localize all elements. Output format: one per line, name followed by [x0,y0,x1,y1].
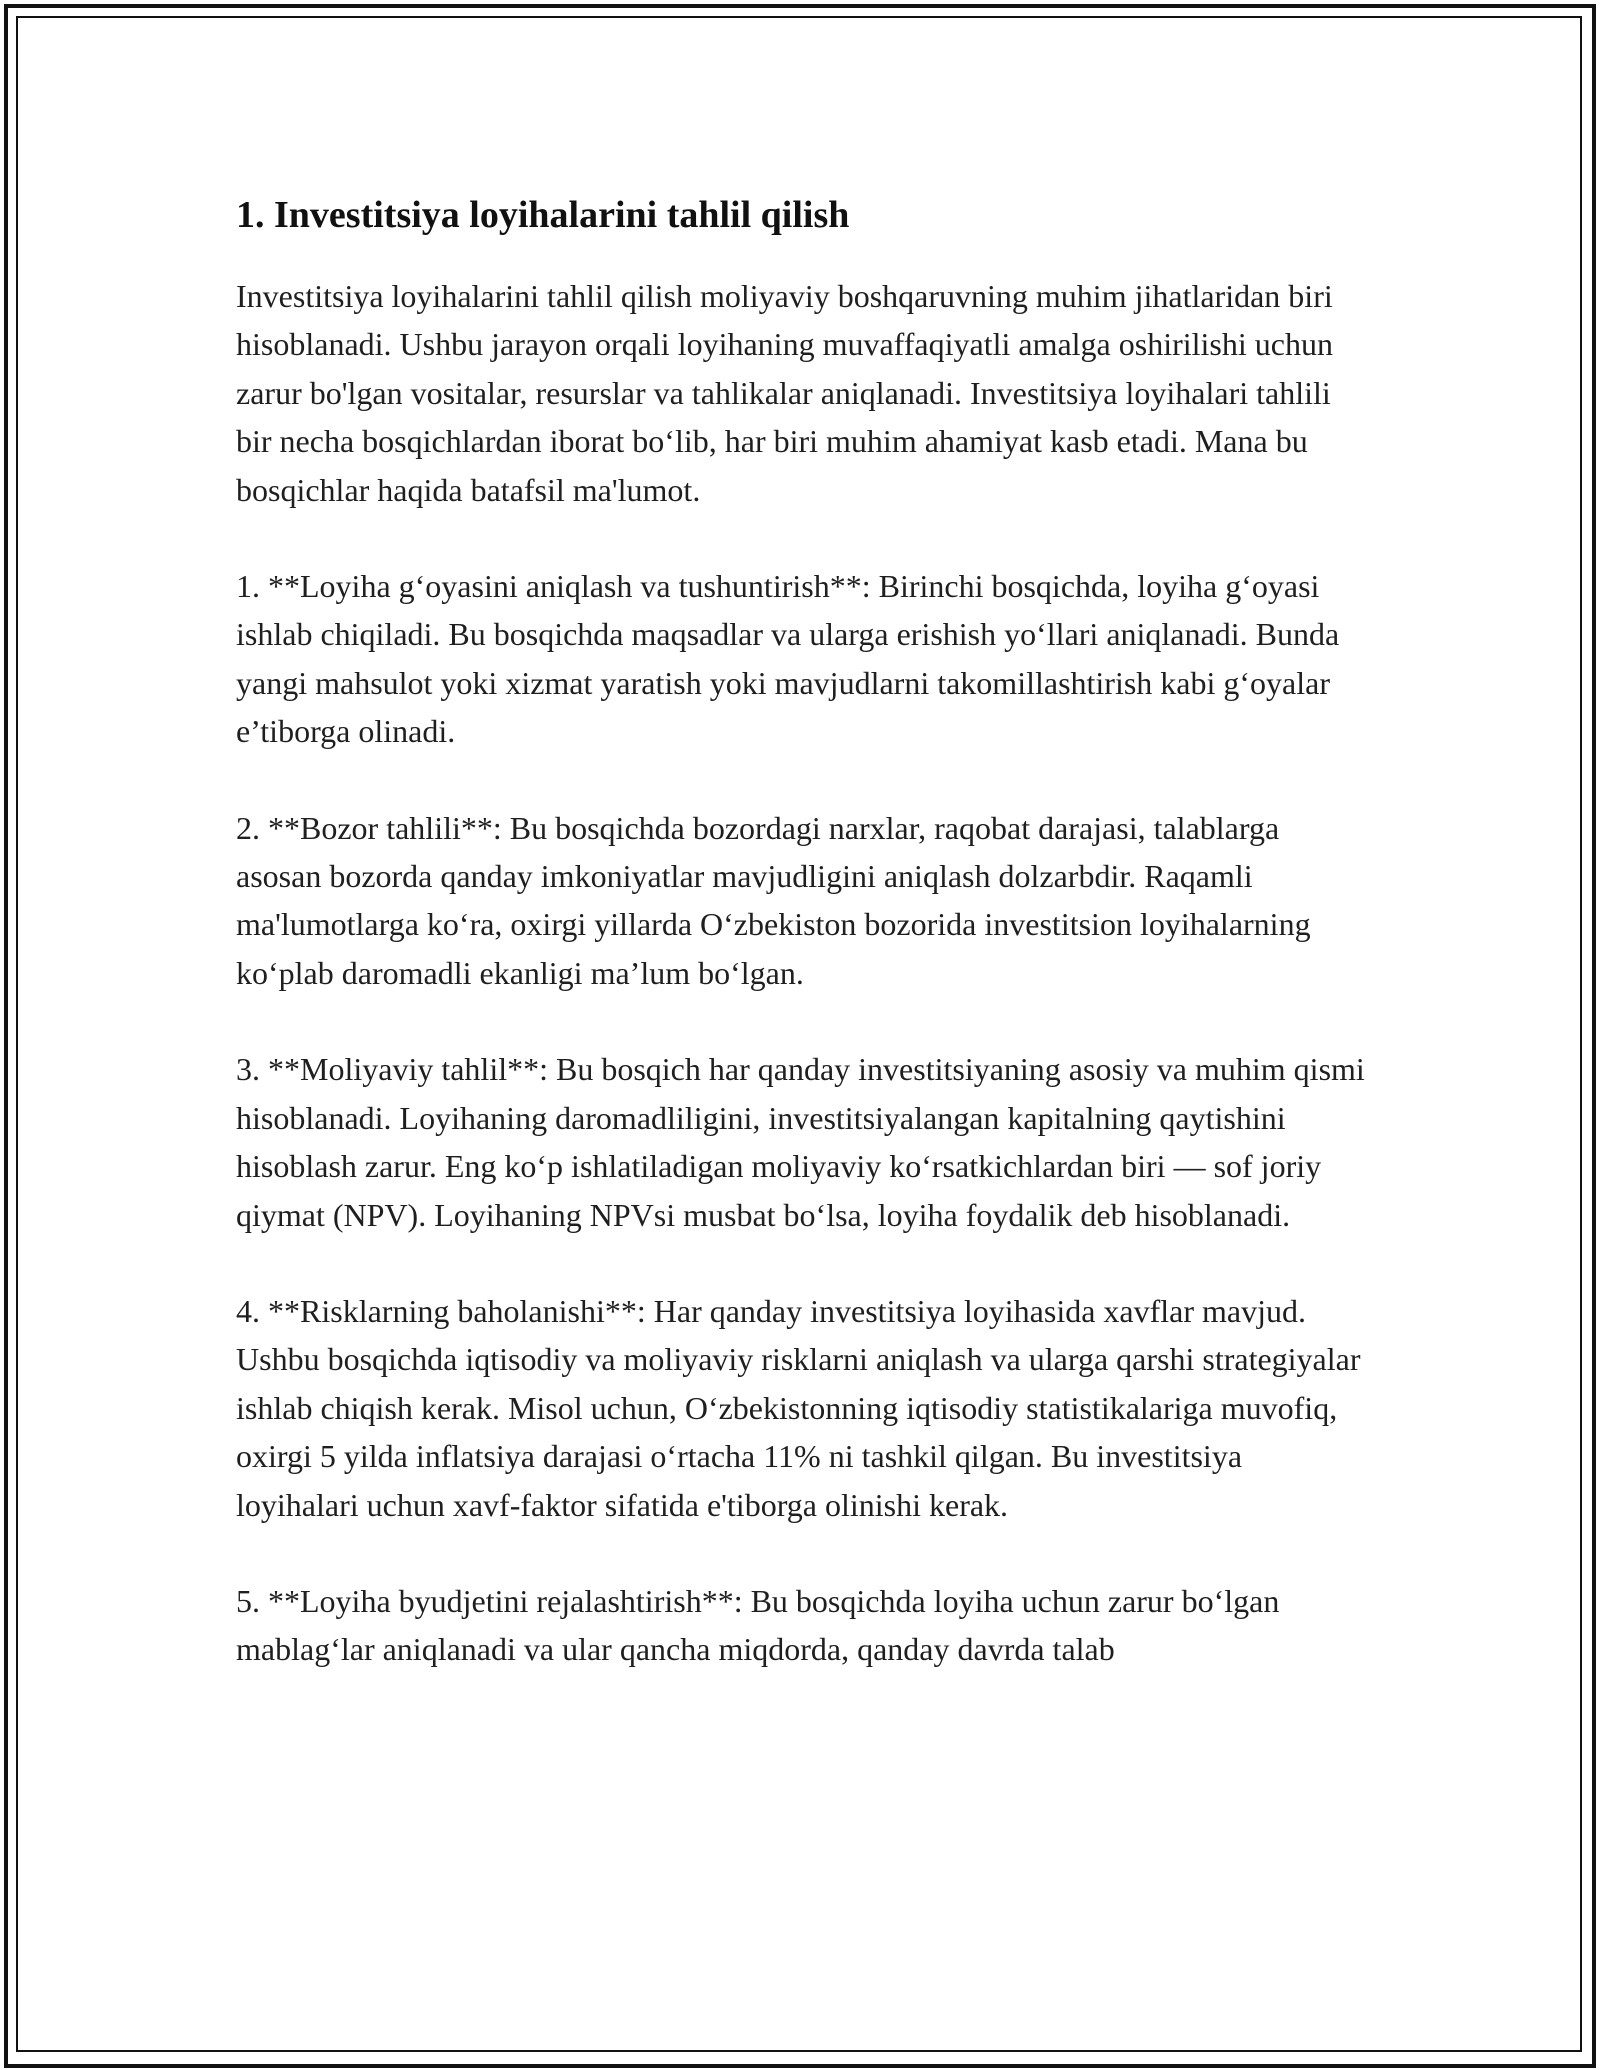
step-5-paragraph: 5. **Loyiha byudjetini rejalashtirish**: Bu bosqichda loyiha uchun zarur bo‘lgan mablag‘lar aniqlanadi va ular qancha miqdorda, qanday davrda talab [236,1582,1280,1668]
step-3-paragraph: 3. **Moliyaviy tahlil**: Bu bosqich har qanday investitsiyaning asosiy va muhim qismi hisoblanadi. Loyihaning daromadliligini, investitsiyalangan kapitalning qaytishini hisoblash zarur. Eng ko‘p ishlatiladigan moliyaviy ko‘rsatkichlardan biri — sof joriy qiymat (NPV). Loyihaning NPVsi musbat bo‘lsa, loyiha foydalik deb hisoblanadi. [236,1051,1365,1233]
step-2-paragraph: 2. **Bozor tahlili**: Bu bosqichda bozordagi narxlar, raqobat darajasi, talablarga asosan bozorda qanday imkoniyatlar mavjudligini aniqlash dolzarbdir. Raqamli ma'lumotlarga ko‘ra, oxirgi yillarda O‘zbekiston bozorida investitsion loyihalarning ko‘plab daromadli ekanligi ma’lum bo‘lgan. [236,809,1311,991]
section-heading: 1. Investitsiya loyihalarini tahlil qilish [236,194,850,236]
document-body [236,188,1366,1722]
intro-paragraph: Investitsiya loyihalarini tahlil qilish moliyaviy boshqaruvning muhim jihatlaridan biri hisoblanadi. Ushbu jarayon orqali loyihaning muvaffaqiyatli amalga oshirilishi uchun zarur bo'lgan vositalar, resurslar va tahlikalar aniqlanadi. Investitsiya loyihalari tahlili bir necha bosqichlardan iborat bo‘lib, har biri muhim ahamiyat kasb etadi. Mana bu bosqichlar haqida batafsil ma'lumot. [236,278,1333,508]
step-1-paragraph: 1. **Loyiha g‘oyasini aniqlash va tushuntirish**: Birinchi bosqichda, loyiha g‘oyasi ishlab chiqiladi. Bu bosqichda maqsadlar va ularga erishish yo‘llari aniqlanadi. Bunda yangi mahsulot yoki xizmat yaratish yoki mavjudlarni takomillashtirish kabi g‘oyalar e’tiborga olinadi. [236,568,1340,750]
step-4-paragraph: 4. **Risklarning baholanishi**: Har qanday investitsiya loyihasida xavflar mavjud. Ushbu bosqichda iqtisodiy va moliyaviy risklarni aniqlash va ularga qarshi strategiyalar ishlab chiqish kerak. Misol uchun, O‘zbekistonning iqtisodiy statistikalariga muvofiq, oxirgi 5 yilda inflatsiya darajasi o‘rtacha 11% ni tashkil qilgan. Bu investitsiya loyihalari uchun xavf-faktor sifatida e'tiborga olinishi kerak. [236,1292,1361,1523]
